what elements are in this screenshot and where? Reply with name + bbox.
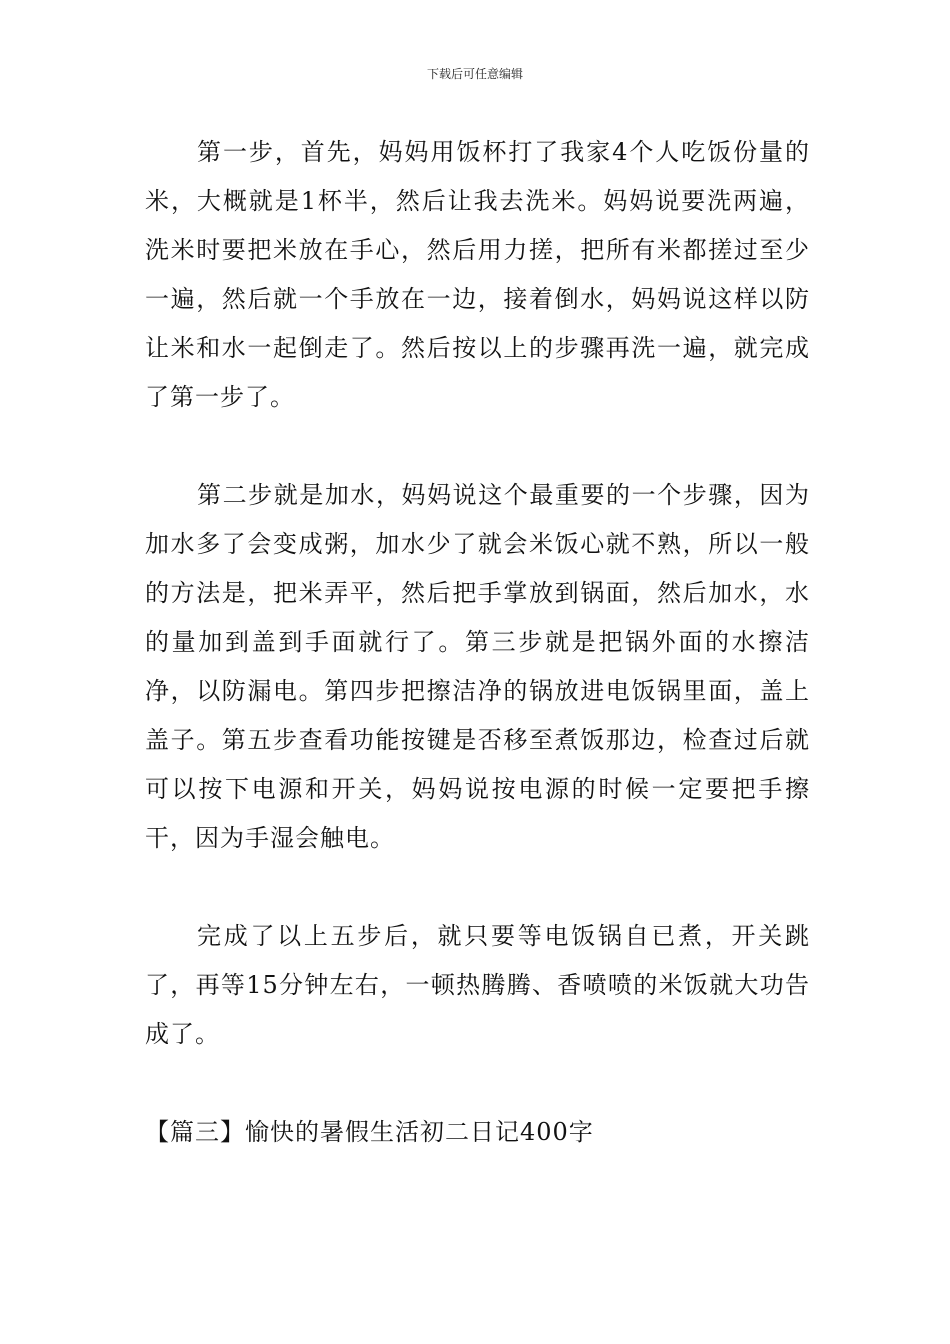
paragraph-spacer bbox=[145, 1059, 810, 1108]
paragraph-step-two: 第二步就是加水，妈妈说这个最重要的一个步骤，因为加水多了会变成粥，加水少了就会米饭心就不熟，所以一般的方法是，把米弄平，然后把手掌放到锅面，然后加水，水的量加到盖到手面就行了。第三步就是把锅外面的水擦洁净，以防漏电。第四步把擦洁净的锅放进电饭锅里面，盖上盖子。第五步查看功能按键是否移至煮饭那边，检查过后就可以按下电源和开关，妈妈说按电源的时候一定要把手擦干，因为手湿会触电。 bbox=[145, 481, 810, 852]
paragraph-conclusion: 完成了以上五步后，就只要等电饭锅自已煮，开关跳了，再等15分钟左右，一顿热腾腾、香喷喷的米饭就大功告成了。 bbox=[145, 922, 810, 1048]
paragraph-spacer bbox=[145, 422, 810, 471]
section-heading: 【篇三】愉快的暑假生活初二日记400字 bbox=[145, 1118, 594, 1146]
document-body bbox=[145, 128, 810, 1157]
page-header: 下载后可任意编辑 bbox=[426, 67, 523, 81]
paragraph-spacer bbox=[145, 863, 810, 912]
paragraph-step-one: 第一步，首先，妈妈用饭杯打了我家4个人吃饭份量的米，大概就是1杯半，然后让我去洗米。妈妈说要洗两遍，洗米时要把米放在手心，然后用力搓，把所有米都搓过至少一遍，然后就一个手放在一边，接着倒水，妈妈说这样以防让米和水一起倒走了。然后按以上的步骤再洗一遍，就完成了第一步了。 bbox=[145, 138, 810, 411]
